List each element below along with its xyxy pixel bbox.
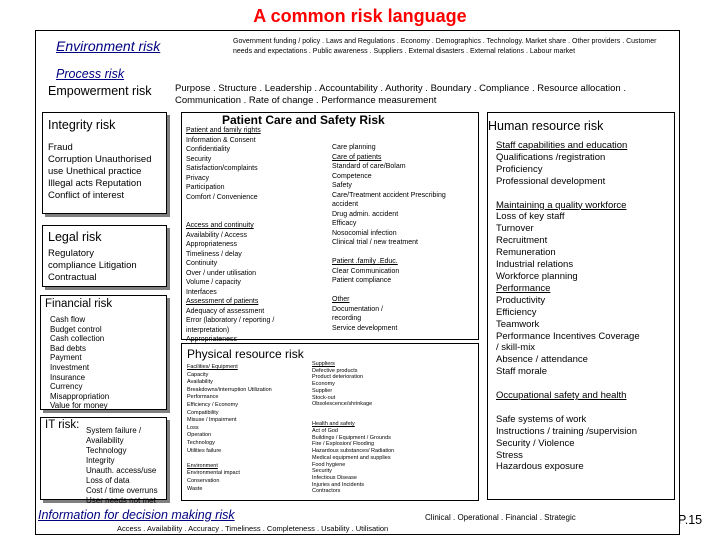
list-item: Efficiency / Economy [187,401,238,408]
list-item: Continuity [186,260,218,267]
list-item: Recruitment [496,235,548,247]
list-item: Industrial relations [496,259,574,271]
empowerment-risk-text: Purpose . Structure . Leadership . Accountability . Authority . Boundary . Compliance . Resource allocation . Communication . Rate of change . Performance measurement [175,83,626,106]
list-item: Obsolescence/shrinkage [312,401,373,408]
list-item: Competence [332,172,372,180]
list-item: Bad debts [50,343,87,353]
list-item: Hazardous exposure [496,461,584,473]
list-item: Health and safety [312,421,355,428]
list-item [312,415,394,422]
list-item: Staff capabilities and education [496,140,628,151]
environment-risk-heading: Environment risk [56,38,161,54]
integrity-risk-box [42,112,167,214]
list-item: Availability [187,379,213,386]
list-item: Other [332,296,350,303]
list-item: Efficacy [332,220,357,227]
list-item: Nosocomial infection [332,229,397,237]
list-item: Patient .family .Educ. [332,258,398,265]
list-item: Cash collection [50,334,105,344]
list-item: Participation [186,184,225,191]
list-item: Comfort / Convenience [186,193,258,201]
list-item: Insurance [50,372,86,382]
list-item [496,378,640,390]
list-item: Standard of care/Bolam [332,163,406,170]
list-item: Technology [86,446,127,455]
list-item: User needs not met [86,496,156,505]
list-item: Contractors [312,488,341,495]
list-item: Efficiency [496,306,537,318]
list-item: Payment [50,353,82,363]
list-item: Care of patients [332,153,382,161]
list-item: Service development [332,324,398,332]
human-resource-heading: Human resource risk [488,119,604,133]
list-item: Stock-out [312,394,336,401]
page-title: A common risk language [253,6,467,26]
list-item: Timeliness / delay [186,250,242,258]
list-item: Professional development [496,175,606,187]
list-item: Misuse / Impairment [187,417,237,424]
patient-care-left-list [186,126,274,345]
list-item: recording [332,315,362,322]
integrity-risk-list [48,142,161,202]
list-item: Volume / capacity [186,279,241,286]
list-item: Turnover [496,223,534,235]
patient-care-heading: Patient Care and Safety Risk [222,113,385,127]
list-item: Loss [187,424,199,431]
list-item: Satisfaction/complaints [186,165,258,172]
list-item: Access and continuity [186,222,254,229]
financial-risk-heading: Financial risk [45,298,113,310]
list-item: Stress [496,449,523,461]
list-item: Performance Incentives Coverage [496,330,640,342]
list-item [186,212,274,222]
list-item: Occupational safety and health [496,390,627,402]
list-item [332,286,446,296]
list-item: Waste [187,485,203,492]
list-item: Security [312,468,332,475]
list-item [496,402,640,414]
list-item: Confidentiality [186,146,230,153]
information-risk-items-right: Clinical . Operational . Financial . Strategic [425,513,576,522]
list-item: Absence / attendance [496,354,588,366]
list-item: Care planning [332,144,376,151]
list-item: Conservation [187,477,220,484]
list-item [312,408,394,415]
list-item: accident [332,201,359,208]
list-item: interpretation) [186,326,230,334]
list-item: Security [186,155,212,163]
list-item: Documentation / [332,305,383,313]
list-item: / skill-mix [496,342,536,354]
list-item: Assessment of patients [186,298,259,305]
list-item: Unauth. access/use [86,466,157,475]
list-item: Availability [86,436,124,445]
list-item: Technology [187,439,215,446]
list-item [186,202,274,212]
list-item: Information & Consent [186,136,256,144]
information-risk-heading: Information for decision making risk [38,508,235,522]
list-item: Injuries and Incidents [312,481,364,488]
legal-risk-box [42,225,167,287]
patient-care-right-list [332,143,446,333]
list-item: Teamwork [496,318,540,330]
list-item: Fire / Explosion/ Flooding [312,441,375,448]
list-item: Security / Violence [496,437,575,449]
list-item: Supplier [312,387,333,394]
human-resource-list [496,140,640,473]
list-item: Remuneration [496,247,556,259]
list-item: Staff morale [496,366,548,378]
list-item: Productivity [496,294,546,306]
it-risk-heading: IT risk: [45,419,80,431]
list-item: Interfaces [186,288,217,296]
human-resource-box [487,112,675,500]
list-item: Maintaining a quality workforce [496,199,627,211]
list-item: Investment [50,362,90,372]
financial-risk-box [40,295,167,410]
list-item: Act of God [312,428,338,435]
list-item: Clear Communication [332,267,400,275]
list-item: Infectious Disease [312,474,357,481]
list-item: Drug admin. accident [332,210,399,218]
list-item [496,188,640,200]
list-item: Integrity [86,456,115,465]
list-item: Qualifications /registration [496,151,606,163]
list-item: Instructions / training /supervision [496,425,637,437]
list-item: Product deterioration [312,374,364,381]
list-item: Currency [50,382,83,392]
list-item: Suppliers [312,361,335,367]
it-risk-box [40,417,167,505]
list-item: Performance [187,394,219,401]
list-item: Utilities failure [187,447,222,454]
legal-risk-list [48,248,161,284]
list-item: Hazardous substances/ Radiation [312,448,395,455]
list-item: Clinical trial / new treatment [332,239,418,246]
list-item: Cash flow [50,315,86,324]
patient-care-box [181,112,479,343]
list-item: Environmental impact [187,470,240,477]
empowerment-risk-heading: Empowerment risk [48,84,152,98]
list-item: Buildings / Equipment / Grounds [312,434,391,441]
list-item: System failure / [86,426,142,435]
process-risk-heading: Process risk [56,67,125,81]
it-risk-list [86,426,158,506]
list-item: compliance Litigation [48,260,137,271]
list-item: Error (laboratory / reporting / [186,317,275,324]
list-item: Patient compliance [332,277,392,284]
information-risk-items-left: Access . Availability . Accuracy . Timeliness . Completeness . Usability . Utilisation [117,524,389,533]
list-item: Availability / Access [186,231,247,239]
list-item: use Unethical practice [48,166,142,177]
page-number: P.15 [678,513,703,527]
environment-risk-text: Government funding / policy . Laws and Regulations . Economy . Demographics . Technology. Market share . Other providers . Customer needs and expectations . Public awareness . Suppliers . External disasters . External relations . Labour market [233,38,657,55]
list-item: Misappropriation [50,391,110,401]
list-item: Appropriateness [186,336,237,343]
list-item: Budget control [50,324,102,334]
list-item: Proficiency [496,163,543,175]
list-item: Operation [187,432,212,439]
list-item: Over / under utilisation [186,269,257,277]
list-item: Care/Treatment accident Prescribing [332,191,446,199]
list-item: Conflict of interest [48,190,125,201]
list-item: Cost / time overruns [86,486,158,495]
legal-risk-heading: Legal risk [48,230,102,244]
list-item: Environment [187,462,218,469]
list-item: Corruption Unauthorised [48,154,152,165]
list-item: Appropriateness [186,241,237,248]
list-item: Value for money [50,401,108,411]
list-item: Safety [332,182,352,189]
list-item [187,455,272,463]
list-item: Adequacy of assessment [186,307,265,315]
list-item: Regulatory [48,248,94,259]
list-item: Loss of key staff [496,211,565,223]
physical-resource-col2 [312,361,394,495]
list-item: Capacity [187,371,209,378]
list-item: Safe systems of work [496,413,587,425]
integrity-risk-heading: Integrity risk [48,118,116,132]
list-item: Workforce planning [496,270,578,282]
list-item: Facilities/ Equipment [187,364,238,370]
list-item: Illegal acts Reputation [48,178,142,189]
list-item: Medical equipment and supplies [312,454,391,461]
physical-resource-box [181,343,479,501]
physical-resource-heading: Physical resource risk [187,347,304,361]
list-item: Compatibility [187,409,219,416]
list-item: Privacy [186,174,209,182]
list-item: Loss of data [86,476,130,485]
list-item: Fraud [48,142,73,153]
list-item [332,248,446,258]
list-item: Breakdowns/interruption Utilization [187,386,272,393]
list-item: Defective products [312,367,358,374]
list-item: Contractual [48,272,97,283]
list-item: Food hygiene [312,461,346,468]
list-item: Performance [496,282,551,294]
physical-resource-col1 [187,364,272,493]
list-item: Economy [312,381,335,388]
list-item: Patient and family rights [186,127,261,134]
financial-risk-list [45,315,162,411]
